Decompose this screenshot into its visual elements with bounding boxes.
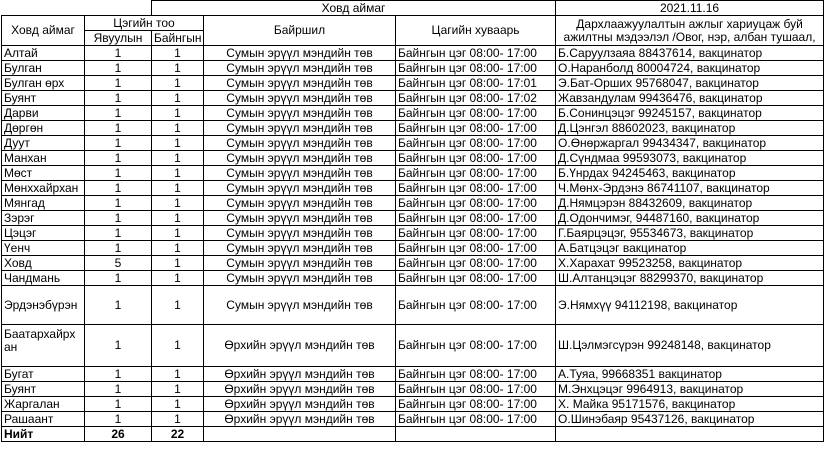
cell-contact: Д.Сүндмаа 99593073, вакцинатор [556, 151, 824, 166]
header-province: Ховд аймаг [2, 16, 85, 46]
table-row [2, 397, 824, 412]
cell-province: Буянт [2, 382, 85, 397]
empty-cell [396, 427, 556, 442]
cell-schedule: Байнгын цэг 08:00- 17:00 [396, 226, 556, 241]
cell-contact: О.Наранболд 80004724, вакцинатор [556, 61, 824, 76]
cell-schedule: Байнгын цэг 08:00- 17:00 [396, 325, 556, 367]
cell-province: Зэрэг [2, 211, 85, 226]
table-row [2, 325, 824, 367]
cell-province: Дөргөн [2, 121, 85, 136]
cell-location: Сумын эрүүл мэндийн төв [204, 46, 396, 61]
cell-province: Алтай [2, 46, 85, 61]
total-row [2, 427, 824, 442]
table-row [2, 196, 824, 211]
cell-mobile: 1 [85, 367, 152, 382]
cell-schedule: Байнгын цэг 08:00- 17:00 [396, 181, 556, 196]
cell-contact: Жавзандулам 99436476, вакцинатор [556, 91, 824, 106]
total-label: Нийт [2, 427, 85, 442]
table-title: Ховд аймаг [152, 1, 556, 16]
cell-province: Мөнххайрхан [2, 181, 85, 196]
header-points: Цэгийн тоо [85, 16, 204, 31]
cell-contact: Х. Майка 95171576, вакцинатор [556, 397, 824, 412]
cell-mobile: 1 [85, 46, 152, 61]
cell-contact: А.Туяа, 99668351 вакцинатор [556, 367, 824, 382]
cell-province: Буянт [2, 91, 85, 106]
cell-fixed: 1 [152, 211, 204, 226]
cell-fixed: 1 [152, 91, 204, 106]
cell-contact: Э.Нямхүү 94112198, вакцинатор [556, 286, 824, 325]
cell-contact: О.Өнөржаргал 99434347, вакцинатор [556, 136, 824, 151]
cell-mobile: 1 [85, 211, 152, 226]
cell-mobile: 1 [85, 61, 152, 76]
cell-fixed: 1 [152, 196, 204, 211]
cell-location: Өрхийн эрүүл мэндийн төв [204, 412, 396, 427]
table-row [2, 271, 824, 286]
cell-mobile: 1 [85, 226, 152, 241]
cell-contact: Б.Үнрдах 94245463, вакцинатор [556, 166, 824, 181]
header-schedule: Цагийн хуваарь [396, 16, 556, 46]
cell-location: Сумын эрүүл мэндийн төв [204, 196, 396, 211]
cell-province: Баатархайрх ан [2, 325, 85, 367]
cell-schedule: Байнгын цэг 08:00- 17:01 [396, 76, 556, 91]
table-row [2, 256, 824, 271]
cell-location: Сумын эрүүл мэндийн төв [204, 256, 396, 271]
cell-location: Сумын эрүүл мэндийн төв [204, 151, 396, 166]
cell-fixed: 1 [152, 106, 204, 121]
cell-mobile: 1 [85, 286, 152, 325]
cell-fixed: 1 [152, 256, 204, 271]
cell-schedule: Байнгын цэг 08:00- 17:00 [396, 166, 556, 181]
cell-location: Сумын эрүүл мэндийн төв [204, 166, 396, 181]
cell-schedule: Байнгын цэг 08:00- 17:00 [396, 256, 556, 271]
cell-contact: Б.Саруулзаяа 88437614, вакцинатор [556, 46, 824, 61]
cell-mobile: 1 [85, 76, 152, 91]
cell-province: Цэцэг [2, 226, 85, 241]
cell-fixed: 1 [152, 241, 204, 256]
cell-mobile: 1 [85, 271, 152, 286]
cell-fixed: 1 [152, 166, 204, 181]
cell-mobile: 1 [85, 412, 152, 427]
cell-fixed: 1 [152, 412, 204, 427]
cell-contact: Ш.Цэлмэгсүрэн 99248148, вакцинатор [556, 325, 824, 367]
table-row [2, 166, 824, 181]
cell-schedule: Байнгын цэг 08:00- 17:00 [396, 241, 556, 256]
table-row [2, 181, 824, 196]
cell-province: Эрдэнэбүрэн [2, 286, 85, 325]
cell-mobile: 1 [85, 136, 152, 151]
empty-cell [204, 427, 396, 442]
cell-province: Үенч [2, 241, 85, 256]
cell-location: Сумын эрүүл мэндийн төв [204, 271, 396, 286]
cell-province: Булган [2, 61, 85, 76]
table-row [2, 412, 824, 427]
cell-schedule: Байнгын цэг 08:00- 17:00 [396, 412, 556, 427]
cell-location: Өрхийн эрүүл мэндийн төв [204, 367, 396, 382]
cell-contact: Э.Бат-Орших 95768047, вакцинатор [556, 76, 824, 91]
cell-location: Сумын эрүүл мэндийн төв [204, 181, 396, 196]
table-row [2, 106, 824, 121]
cell-mobile: 1 [85, 166, 152, 181]
cell-province: Булган өрх [2, 76, 85, 91]
cell-mobile: 1 [85, 196, 152, 211]
cell-contact: Ш.Алтанцэцэг 88299370, вакцинатор [556, 271, 824, 286]
cell-contact: А.Батцэцэг вакцинатор [556, 241, 824, 256]
cell-fixed: 1 [152, 325, 204, 367]
cell-province: Бугат [2, 367, 85, 382]
cell-contact: Б.Сонинцэцэг 99245157, вакцинатор [556, 106, 824, 121]
vaccination-table [1, 0, 824, 442]
cell-location: Өрхийн эрүүл мэндийн төв [204, 382, 396, 397]
cell-contact: М.Энхцэцэг 9964913, вакцинатор [556, 382, 824, 397]
cell-contact: Д.Цэнгэл 88602023, вакцинатор [556, 121, 824, 136]
report-date: 2021.11.16 [556, 1, 824, 16]
cell-province: Чандмань [2, 271, 85, 286]
cell-fixed: 1 [152, 61, 204, 76]
cell-schedule: Байнгын цэг 08:00- 17:00 [396, 382, 556, 397]
header-mobile: Явуулын [85, 31, 152, 46]
cell-province: Рашаант [2, 412, 85, 427]
cell-fixed: 1 [152, 271, 204, 286]
cell-location: Сумын эрүүл мэндийн төв [204, 106, 396, 121]
title-row [2, 1, 824, 16]
cell-contact: Д.Одончимэг, 94487160, вакцинатор [556, 211, 824, 226]
cell-province: Дарви [2, 106, 85, 121]
table-row [2, 136, 824, 151]
cell-mobile: 1 [85, 91, 152, 106]
cell-location: Сумын эрүүл мэндийн төв [204, 121, 396, 136]
cell-schedule: Байнгын цэг 08:00- 17:00 [396, 106, 556, 121]
cell-province: Ховд [2, 256, 85, 271]
cell-location: Сумын эрүүл мэндийн төв [204, 76, 396, 91]
cell-contact: Д.Нямцэрэн 88432609, вакцинатор [556, 196, 824, 211]
cell-schedule: Байнгын цэг 08:00- 17:02 [396, 91, 556, 106]
cell-province: Дуут [2, 136, 85, 151]
cell-contact: О.Шинэбаяр 95437126, вакцинатор [556, 412, 824, 427]
cell-contact: Х.Харахат 99523258, вакцинатор [556, 256, 824, 271]
cell-location: Сумын эрүүл мэндийн төв [204, 211, 396, 226]
cell-contact: Г.Баярцэцэг, 95534673, вакцинатор [556, 226, 824, 241]
table-row [2, 121, 824, 136]
cell-schedule: Байнгын цэг 08:00- 17:00 [396, 46, 556, 61]
total-mobile: 26 [85, 427, 152, 442]
cell-mobile: 1 [85, 382, 152, 397]
table-row [2, 382, 824, 397]
cell-fixed: 1 [152, 181, 204, 196]
cell-schedule: Байнгын цэг 08:00- 17:00 [396, 271, 556, 286]
cell-fixed: 1 [152, 286, 204, 325]
table-row [2, 286, 824, 325]
table-row [2, 91, 824, 106]
cell-schedule: Байнгын цэг 08:00- 17:00 [396, 61, 556, 76]
cell-mobile: 1 [85, 325, 152, 367]
cell-location: Сумын эрүүл мэндийн төв [204, 286, 396, 325]
cell-mobile: 1 [85, 397, 152, 412]
cell-fixed: 1 [152, 367, 204, 382]
cell-fixed: 1 [152, 76, 204, 91]
header-location: Байршил [204, 16, 396, 46]
table-row [2, 61, 824, 76]
cell-contact: Ч.Мөнх-Эрдэнэ 86741107, вакцинатор [556, 181, 824, 196]
cell-schedule: Байнгын цэг 08:00- 17:00 [396, 397, 556, 412]
table-row [2, 226, 824, 241]
cell-fixed: 1 [152, 226, 204, 241]
cell-schedule: Байнгын цэг 08:00- 17:00 [396, 136, 556, 151]
cell-fixed: 1 [152, 136, 204, 151]
cell-location: Сумын эрүүл мэндийн төв [204, 226, 396, 241]
total-fixed: 22 [152, 427, 204, 442]
cell-fixed: 1 [152, 382, 204, 397]
cell-schedule: Байнгын цэг 08:00- 17:00 [396, 211, 556, 226]
cell-location: Сумын эрүүл мэндийн төв [204, 241, 396, 256]
cell-schedule: Байнгын цэг 08:00- 17:00 [396, 367, 556, 382]
table-row [2, 76, 824, 91]
cell-fixed: 1 [152, 121, 204, 136]
cell-province: Манхан [2, 151, 85, 166]
cell-province: Мянгад [2, 196, 85, 211]
cell-schedule: Байнгын цэг 08:00- 17:00 [396, 196, 556, 211]
cell-schedule: Байнгын цэг 08:00- 17:00 [396, 286, 556, 325]
table-row [2, 367, 824, 382]
header-contact: Дархлаажуулалтын ажлыг хариуцаж буй ажилтны мэдээлэл /Овог, нэр, албан тушаал, [556, 16, 824, 46]
table-row [2, 151, 824, 166]
header-fixed: Байнгын [152, 31, 204, 46]
cell-location: Өрхийн эрүүл мэндийн төв [204, 397, 396, 412]
table-row [2, 241, 824, 256]
cell-fixed: 1 [152, 46, 204, 61]
cell-location: Сумын эрүүл мэндийн төв [204, 61, 396, 76]
cell-mobile: 1 [85, 181, 152, 196]
cell-mobile: 5 [85, 256, 152, 271]
header-row-1 [2, 16, 824, 31]
cell-fixed: 1 [152, 151, 204, 166]
cell-schedule: Байнгын цэг 08:00- 17:00 [396, 151, 556, 166]
cell-location: Өрхийн эрүүл мэндийн төв [204, 325, 396, 367]
cell-province: Жаргалан [2, 397, 85, 412]
table-row [2, 211, 824, 226]
cell-mobile: 1 [85, 121, 152, 136]
cell-location: Сумын эрүүл мэндийн төв [204, 136, 396, 151]
table-row [2, 46, 824, 61]
cell-mobile: 1 [85, 241, 152, 256]
cell-schedule: Байнгын цэг 08:00- 17:00 [396, 121, 556, 136]
cell-mobile: 1 [85, 151, 152, 166]
cell-location: Сумын эрүүл мэндийн төв [204, 91, 396, 106]
cell-mobile: 1 [85, 106, 152, 121]
empty-cell [556, 427, 824, 442]
cell-fixed: 1 [152, 397, 204, 412]
cell-province: Мөст [2, 166, 85, 181]
